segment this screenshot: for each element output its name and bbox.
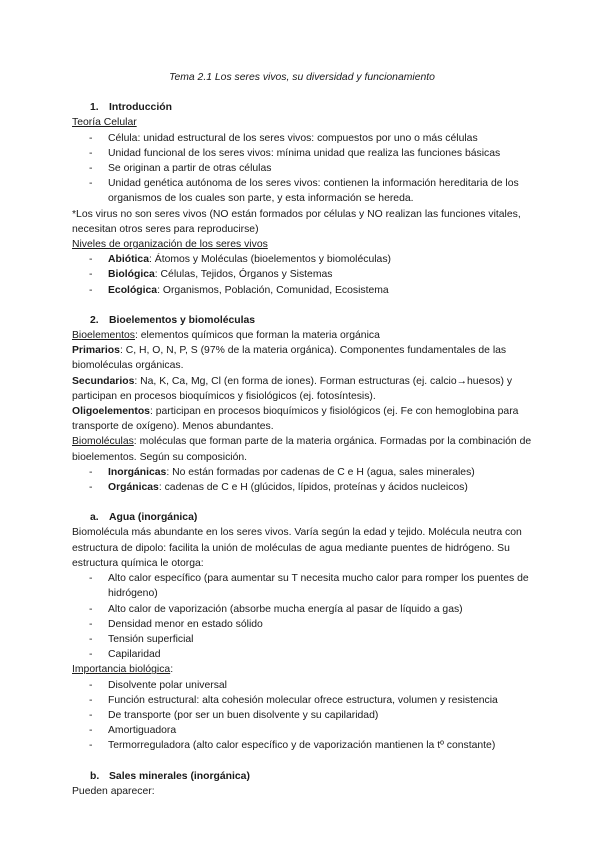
section-2-title: Bioelementos y biomoléculas: [109, 314, 256, 326]
biomoleculas-text: : moléculas que forman parte de la materia orgánica. Formadas por la combinación de bioelementos. Según su composición.: [72, 436, 532, 463]
section-b-title: Sales minerales (inorgánica): [109, 770, 250, 782]
secundarios-paragraph: [72, 374, 532, 404]
primarios-label: Primarios: [72, 345, 120, 357]
bioelementos-paragraph: [72, 328, 532, 343]
importancia-list: [72, 678, 532, 754]
nivel-text: : Células, Tejidos, Órganos y Sistemas: [154, 269, 333, 281]
teoria-celular-list: [72, 131, 532, 207]
niveles-title: Niveles de organización de los seres vivos: [72, 239, 268, 251]
importancia-colon: :: [170, 664, 174, 676]
list-item: - Tensión superficial: [72, 632, 532, 647]
list-item: [72, 465, 532, 480]
list-item: - De transporte (por ser un buen disolvente y su capilaridad): [72, 708, 532, 723]
section-1-title: Introducción: [109, 102, 172, 114]
nivel-label: Abiótica: [108, 254, 149, 266]
section-2-number: 2.: [90, 314, 99, 326]
biomoleculas-label: Biomoléculas: [72, 436, 134, 448]
secundarios-label: Secundarios: [72, 375, 135, 387]
list-item: [72, 480, 532, 495]
secundarios-text: : Na, K, Ca, Mg, Cl (en forma de iones). Forman estructuras (ej. calcio→huesos) y participan en procesos bioquímicos y fisiológicos (ej. fotosíntesis).: [72, 375, 513, 402]
biomolecula-text: : No están formadas por cadenas de C e H (agua, sales minerales): [166, 466, 475, 478]
list-item: [72, 283, 532, 298]
agua-properties-list: [72, 571, 532, 662]
bioelementos-text: : elementos químicos que forman la materia orgánica: [134, 330, 380, 342]
oligoelementos-paragraph: [72, 404, 532, 434]
primarios-text: : C, H, O, N, P, S (97% de la materia orgánica). Componentes fundamentales de las biomoléculas orgánicas.: [72, 345, 507, 372]
list-item: - Se originan a partir de otras células: [72, 161, 532, 176]
list-item: - Termorreguladora (alto calor específico y de vaporización mantienen la tº constante): [72, 738, 532, 753]
list-item: - Unidad genética autónoma de los seres vivos: contienen la información hereditaria de los organismos de los cuales son parte, y esta información se hereda.: [72, 176, 532, 206]
list-item: [72, 267, 532, 282]
teoria-celular-title: Teoría Celular: [72, 117, 137, 129]
sales-intro: Pueden aparecer:: [72, 785, 155, 797]
virus-note: *Los virus no son seres vivos (NO están formados por células y NO realizan las funciones vitales, necesitan otros seres para reproducirse): [72, 208, 521, 235]
agua-intro: Biomolécula más abundante en los seres vivos. Varía según la edad y tejido. Molécula neutra con estructura de dipolo: facilita la unión de moléculas de agua mediante puentes de hidrógeno. Su estructura química le otorga:: [72, 527, 522, 569]
bioelementos-label: Bioelementos: [72, 330, 135, 342]
list-item: [72, 252, 532, 267]
section-b-heading: [72, 769, 532, 784]
section-1-heading: [72, 100, 532, 115]
section-a-number: a.: [90, 512, 99, 524]
list-item: - Disolvente polar universal: [72, 678, 532, 693]
section-1-number: 1.: [90, 102, 99, 114]
nivel-text: : Organismos, Población, Comunidad, Ecosistema: [157, 284, 389, 296]
biomolecula-label: Orgánicas: [108, 482, 159, 494]
list-item: - Alto calor específico (para aumentar su T necesita mucho calor para romper los puentes de hidrógeno): [72, 571, 532, 601]
section-b-number: b.: [90, 770, 100, 782]
list-item: - Célula: unidad estructural de los seres vivos: compuestos por uno o más células: [72, 131, 532, 146]
importancia-title: Importancia biológica: [72, 664, 171, 676]
list-item: - Amortiguadora: [72, 723, 532, 738]
oligoelementos-label: Oligoelementos: [72, 406, 150, 418]
biomoleculas-list: [72, 465, 532, 495]
list-item: - Densidad menor en estado sólido: [72, 617, 532, 632]
niveles-list: [72, 252, 532, 298]
nivel-text: : Átomos y Moléculas (bioelementos y biomoléculas): [149, 254, 391, 266]
list-item: - Alto calor de vaporización (absorbe mucha energía al pasar de líquido a gas): [72, 602, 532, 617]
oligoelementos-text: : participan en procesos bioquímicos y fisiológicos (ej. Fe con hemoglobina para transporte de oxígeno). Menos abundantes.: [72, 406, 519, 433]
biomolecula-text: : cadenas de C e H (glúcidos, lípidos, proteínas y ácidos nucleicos): [158, 482, 468, 494]
section-a-heading: [72, 510, 532, 525]
importancia-heading: [72, 662, 532, 677]
nivel-label: Biológica: [108, 269, 155, 281]
section-2-heading: [72, 313, 532, 328]
biomoleculas-paragraph: [72, 434, 532, 464]
biomolecula-label: Inorgánicas: [108, 466, 167, 478]
list-item: - Capilaridad: [72, 647, 532, 662]
nivel-label: Ecológica: [108, 284, 158, 296]
document-title: Tema 2.1 Los seres vivos, su diversidad y funcionamiento: [169, 72, 435, 83]
list-item: - Función estructural: alta cohesión molecular ofrece estructura, volumen y resistencia: [72, 693, 532, 708]
document-page: [72, 70, 532, 799]
list-item: - Unidad funcional de los seres vivos: mínima unidad que realiza las funciones básicas: [72, 146, 532, 161]
section-a-title: Agua (inorgánica): [109, 512, 198, 524]
primarios-paragraph: [72, 343, 532, 373]
